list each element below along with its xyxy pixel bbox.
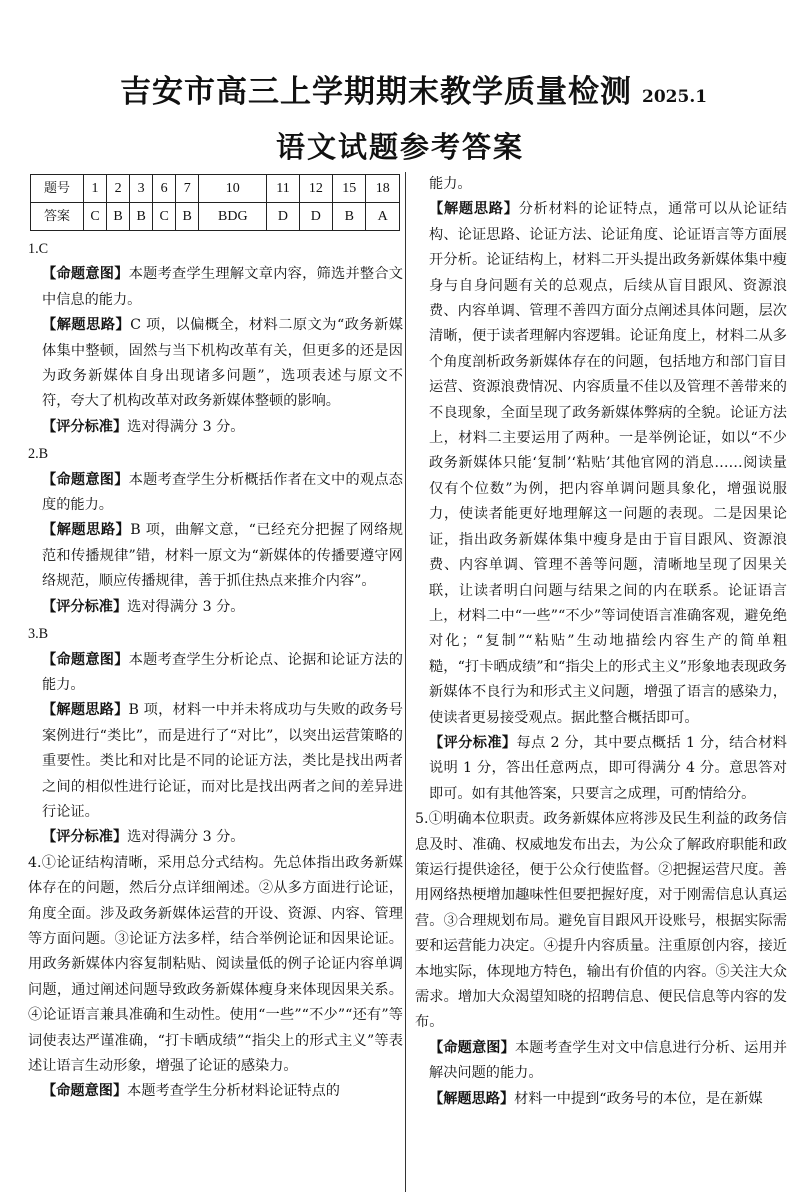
intent-text: 本题考查学生对文中信息进行分析、运用并解决问题的能力。 (429, 1039, 787, 1082)
question-cell: 11 (267, 175, 299, 203)
q1-intent (28, 262, 403, 313)
q4-score (415, 731, 787, 807)
score-text: 选对得满分 3 分。 (127, 829, 245, 846)
q4-intent (28, 1079, 403, 1104)
q5-analysis (415, 1087, 787, 1112)
intent-tag: 【命题意图】 (42, 1083, 128, 1100)
question-cell: 3 (130, 175, 153, 203)
q4-analysis (415, 197, 787, 731)
answer-cell: D (267, 203, 299, 231)
intent-text: 本题考查学生分析论点、论据和论证方法的能力。 (42, 651, 403, 693)
answer-cell: B (333, 203, 366, 231)
q1-analysis (28, 313, 403, 415)
analysis-tag: 【解题思路】 (42, 317, 131, 334)
column-divider (405, 172, 406, 1192)
question-cell: 2 (107, 175, 130, 203)
answer-cell: B (107, 203, 130, 231)
intent-text: 本题考查学生理解文章内容，筛选并整合文中信息的能力。 (42, 266, 403, 308)
q1-head: 1.C (28, 241, 49, 257)
intent-tag: 【命题意图】 (42, 651, 129, 668)
q4-intent-continued: 能力。 (429, 176, 472, 192)
question-cell: 12 (299, 175, 332, 203)
q4-answer: 4.①论证结构清晰，采用总分式结构。先总体指出政务新媒体存在的问题，然后分点详细阐述。②从多方面进行论证，角度全面。涉及政务新媒体运营的开设、资源、内容、管理等方面问题。③论证方法多样，结合举例论证和因果论证。用政务新媒体内容复制粘贴、阅读量低的例子论证内容单调问题，通过阐述问题导致政务新媒体瘦身来体现因果关系。④论证语言兼具准确和生动性。使用“一些”“不少”“还有”等词使表达严谨准确，“打卡晒成绩”“指尖上的形式主义”等表述让语言生动形象，增强了论证的感染力。 (28, 854, 403, 1074)
score-text: 每点 2 分，其中要点概括 1 分，结合材料说明 1 分，答出任意两点，即可得满分 4 分。意思答对即可。如有其他答案，只要言之成理，可酌情给分。 (429, 734, 787, 802)
intent-tag: 【命题意图】 (429, 1039, 515, 1056)
q5-answer: 5.①明确本位职责。政务新媒体应将涉及民生利益的政务信息及时、准确、权威地发布出去，为公众了解政府职能和政策运行提供途径，便于公众行使监督。②把握运营尺度。善用网络热梗增加趣味性但要把握好度，对于刚需信息认真运营。③合理规划布局。避免盲目跟风开设账号，根据实际需要和运营能力决定。④提升内容质量。注重原创内容，接近本地实际，体现地方特色，输出有价值的内容。⑤关注大众需求。增加大众渴望知晓的招聘信息、便民信息等内容的发布。 (415, 811, 787, 1031)
intent-tag: 【命题意图】 (42, 266, 129, 283)
answer-cell: B (176, 203, 199, 231)
score-text: 选对得满分 3 分。 (127, 418, 245, 435)
analysis-text: B 项，曲解文意，“已经充分把握了网络规范和传播规律”错，材料一原文为“新媒体的传播要遵守网络规范，顺应传播规律，善于抓住热点来推介内容”。 (42, 522, 403, 590)
analysis-text: 分析材料的论证特点，通常可以从论证结构、论证思路、论证方法、论证角度、论证语言等方面展开分析。论证结构上，材料二开头提出政务新媒体集中瘦身与自身问题有关的总观点，后续从盲目跟风、资源浪费、内容单调、管理不善四方面分点阐述具体问题，层次清晰，便于读者理解内容逻辑。论证角度上，材料二从多个角度剖析政务新媒体存在的问题，包括地方和部门盲目运营、资源浪费情况、内容质量不佳以及管理不善带来的不良现象，全面呈现了政务新媒体弊病的全貌。论证方法上，材料二主要运用了两种。一是举例论证，如以“不少政务新媒体只能‘复制’‘粘贴’其他官网的消息……阅读量仅有个位数”为例，把内容单调问题具象化，增强说服力，使读者能更好地理解这一问题的表现。二是因果论证，指出政务新媒体集中瘦身是由于盲目跟风、资源浪费、内容单调、管理不善等问题，清晰地呈现了因果关联，让读者明白问题与结果之间的内在联系。论证语言上，材料二中“一些”“不少”等词使语言准确客观，避免绝对化；“复制”“粘贴”生动地描绘内容生产的简单粗糙，“打卡晒成绩”和“指尖上的形式主义”形象地表现政务新媒体不良行为和形式主义问题，增强了语言的感染力，使读者更易接受观点。据此整合概括即可。 (429, 201, 787, 726)
score-text: 选对得满分 3 分。 (127, 598, 245, 615)
score-tag: 【评分标准】 (42, 829, 128, 846)
score-tag: 【评分标准】 (429, 734, 517, 751)
score-tag: 【评分标准】 (42, 598, 128, 615)
q2-intent (28, 468, 403, 519)
analysis-tag: 【解题思路】 (429, 201, 519, 218)
document-date: 2025.1 (642, 87, 708, 107)
answer-cell: B (130, 203, 153, 231)
analysis-text: C 项，以偏概全，材料二原文为“政务新媒体集中整顿，固然与当下机构改革有关，但更多的还是因为政务新媒体自身出现诸多问题”，选项表述与原文不符，夸大了机构改革对政务新媒体整顿的影响。 (42, 317, 403, 410)
question-cell: 7 (176, 175, 199, 203)
answer-cell: A (366, 203, 400, 231)
q1-score (28, 415, 403, 440)
question-cell: 10 (199, 175, 267, 203)
analysis-tag: 【解题思路】 (42, 522, 131, 539)
answer-cell: C (153, 203, 176, 231)
q3-head: 3.B (28, 626, 49, 643)
intent-text: 本题考查学生分析概括作者在文中的观点态度的能力。 (42, 471, 403, 514)
analysis-tag: 【解题思路】 (42, 702, 129, 719)
header (0, 58, 800, 178)
question-cell: 1 (84, 175, 107, 203)
question-cell: 18 (366, 175, 400, 203)
row-label-question: 题号 (31, 175, 84, 203)
q3-intent (28, 648, 403, 699)
intent-tag: 【命题意图】 (42, 471, 129, 488)
left-column (28, 172, 403, 1105)
question-row (31, 175, 400, 203)
question-cell: 6 (153, 175, 176, 203)
document-subtitle: 语文试题参考答案 (275, 130, 524, 164)
q2-head: 2.B (28, 446, 49, 463)
analysis-text: 材料一中提到“政务号的本位，是在新媒 (514, 1090, 763, 1107)
q3-score (28, 825, 403, 850)
analysis-tag: 【解题思路】 (429, 1090, 515, 1107)
document-title: 吉安市高三上学期期末教学质量检测 (120, 74, 632, 110)
q3-analysis (28, 698, 403, 825)
score-tag: 【评分标准】 (42, 418, 128, 435)
answer-table (30, 174, 400, 231)
answer-row (31, 203, 400, 231)
answer-cell: D (299, 203, 332, 231)
answer-cell: BDG (199, 203, 267, 231)
q2-score (28, 595, 403, 620)
question-cell: 15 (333, 175, 366, 203)
row-label-answer: 答案 (31, 203, 84, 231)
analysis-text: B 项，材料一中并未将成功与失败的政务号案例进行“类比”，而是进行了“对比”，以突出运营策略的重要性。类比和对比是不同的论证方法，类比是找出两者之间的相似性进行论证，而对比是找出两者之间的差异进行论证。 (42, 702, 403, 820)
title-row (120, 66, 707, 111)
right-column (415, 172, 787, 1112)
q5-intent (415, 1036, 787, 1087)
intent-text: 本题考查学生分析材料论证特点的 (127, 1083, 340, 1100)
q2-analysis (28, 518, 403, 594)
answer-cell: C (84, 203, 107, 231)
